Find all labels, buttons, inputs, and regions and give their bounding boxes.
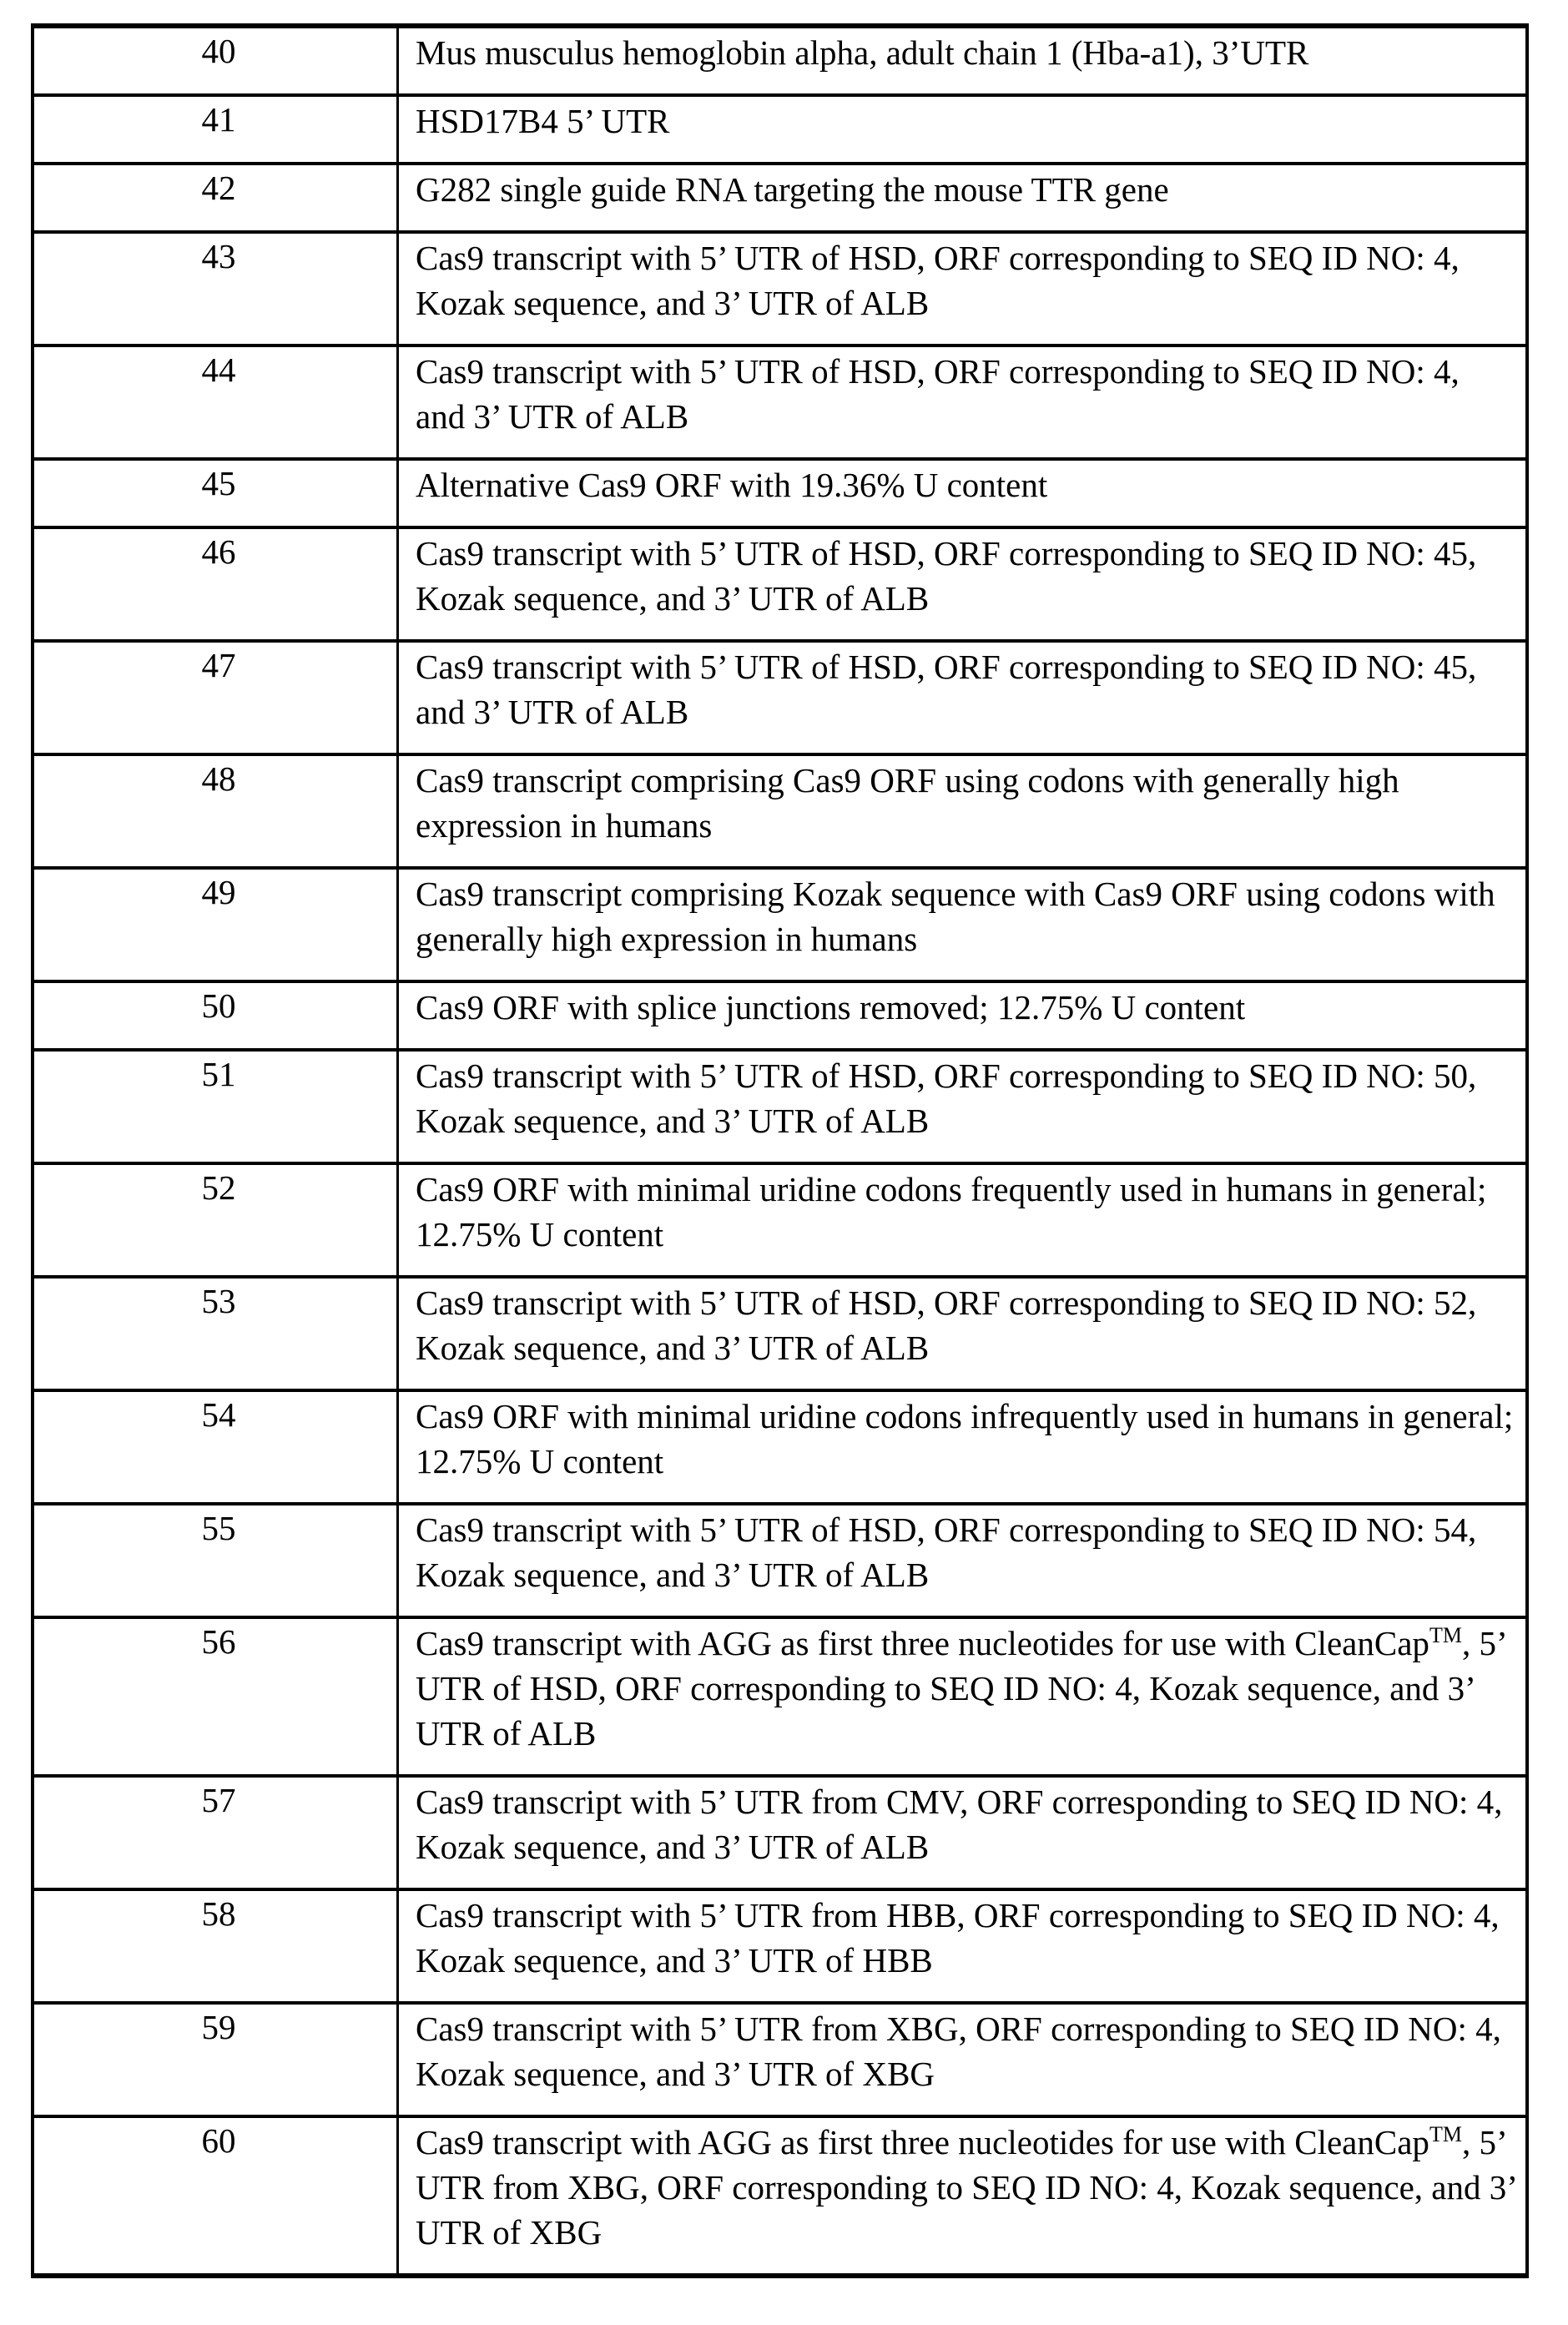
table-row bbox=[33, 26, 1527, 95]
description-text: Cas9 transcript with 5’ UTR of HSD, ORF corresponding to SEQ ID NO: 52, Kozak sequence, and 3’ UTR of ALB bbox=[416, 1284, 1477, 1367]
description-cell bbox=[398, 1050, 1528, 1163]
table-row bbox=[33, 345, 1527, 459]
seq-id-cell: 54 bbox=[33, 1390, 398, 1504]
table-row bbox=[33, 1163, 1527, 1277]
description-cell bbox=[398, 1277, 1528, 1390]
description-text: Cas9 transcript with 5’ UTR from HBB, ORF corresponding to SEQ ID NO: 4, Kozak sequence, and 3’ UTR of HBB bbox=[416, 1896, 1500, 1980]
table-row bbox=[33, 2003, 1527, 2116]
description-text-post: , 5’ UTR of HSD, ORF corresponding to SEQ ID NO: 4, Kozak sequence, and 3’ UTR of ALB bbox=[416, 1624, 1505, 1753]
seq-id-cell: 40 bbox=[33, 26, 398, 95]
table-row bbox=[33, 2116, 1527, 2276]
seq-id-cell: 60 bbox=[33, 2116, 398, 2276]
description-text: Cas9 transcript comprising Kozak sequence with Cas9 ORF using codons with generally high expression in humans bbox=[416, 875, 1495, 958]
description-cell bbox=[398, 459, 1528, 527]
description-text bbox=[416, 1619, 1515, 1756]
seq-id-cell: 55 bbox=[33, 1504, 398, 1617]
description-cell bbox=[398, 641, 1528, 754]
table-row bbox=[33, 1277, 1527, 1390]
description-text: Cas9 ORF with minimal uridine codons frequently used in humans in general; 12.75% U content bbox=[416, 1170, 1487, 1253]
description-text: Cas9 transcript with 5’ UTR of HSD, ORF corresponding to SEQ ID NO: 45, Kozak sequence, and 3’ UTR of ALB bbox=[416, 534, 1477, 618]
seq-id-cell: 57 bbox=[33, 1776, 398, 1889]
seq-id-cell: 51 bbox=[33, 1050, 398, 1163]
description-text: Mus musculus hemoglobin alpha, adult chain 1 (Hba-a1), 3’UTR bbox=[416, 33, 1309, 72]
description-cell bbox=[398, 2003, 1528, 2116]
description-text: Cas9 transcript with 5’ UTR of HSD, ORF corresponding to SEQ ID NO: 45, and 3’ UTR of ALB bbox=[416, 648, 1477, 731]
description-text-pre: Cas9 transcript with AGG as first three nucleotides for use with CleanCap bbox=[416, 1624, 1429, 1662]
seq-id-cell: 46 bbox=[33, 527, 398, 641]
table-row bbox=[33, 459, 1527, 527]
description-cell bbox=[398, 981, 1528, 1050]
table-row bbox=[33, 1776, 1527, 1889]
description-text: Cas9 ORF with splice junctions removed; 12.75% U content bbox=[416, 988, 1246, 1026]
table-row bbox=[33, 1390, 1527, 1504]
description-text: Cas9 transcript with 5’ UTR of HSD, ORF corresponding to SEQ ID NO: 4, and 3’ UTR of ALB bbox=[416, 352, 1460, 436]
table-row bbox=[33, 868, 1527, 981]
description-text-post: , 5’ UTR from XBG, ORF corresponding to SEQ ID NO: 4, Kozak sequence, and 3’ UTR of XBG bbox=[416, 2123, 1515, 2252]
seq-id-cell: 44 bbox=[33, 345, 398, 459]
table-row bbox=[33, 1504, 1527, 1617]
table-row bbox=[33, 1617, 1527, 1776]
table-row bbox=[33, 232, 1527, 345]
seq-id-cell: 45 bbox=[33, 459, 398, 527]
description-text-pre: Cas9 transcript with AGG as first three nucleotides for use with CleanCap bbox=[416, 2123, 1429, 2161]
description-cell bbox=[398, 527, 1528, 641]
description-text: Cas9 transcript with 5’ UTR of HSD, ORF corresponding to SEQ ID NO: 54, Kozak sequence, and 3’ UTR of ALB bbox=[416, 1510, 1477, 1594]
seq-id-cell: 56 bbox=[33, 1617, 398, 1776]
description-cell bbox=[398, 1504, 1528, 1617]
description-cell bbox=[398, 164, 1528, 232]
seq-id-cell: 42 bbox=[33, 164, 398, 232]
description-text: Cas9 transcript comprising Cas9 ORF using codons with generally high expression in humans bbox=[416, 761, 1399, 845]
description-cell bbox=[398, 868, 1528, 981]
description-cell bbox=[398, 1617, 1528, 1776]
description-cell bbox=[398, 345, 1528, 459]
seq-id-cell: 41 bbox=[33, 95, 398, 164]
table-row bbox=[33, 95, 1527, 164]
description-text: HSD17B4 5’ UTR bbox=[416, 102, 670, 140]
seq-id-cell: 58 bbox=[33, 1889, 398, 2003]
table-row bbox=[33, 527, 1527, 641]
table-row bbox=[33, 754, 1527, 868]
description-cell bbox=[398, 1776, 1528, 1889]
seq-id-cell: 47 bbox=[33, 641, 398, 754]
table-row bbox=[33, 641, 1527, 754]
seq-id-cell: 59 bbox=[33, 2003, 398, 2116]
description-text: Cas9 transcript with 5’ UTR from XBG, ORF corresponding to SEQ ID NO: 4, Kozak sequence, and 3’ UTR of XBG bbox=[416, 2010, 1501, 2093]
description-text: G282 single guide RNA targeting the mouse TTR gene bbox=[416, 170, 1169, 209]
seq-id-cell: 53 bbox=[33, 1277, 398, 1390]
table-row bbox=[33, 164, 1527, 232]
description-cell bbox=[398, 1163, 1528, 1277]
description-cell bbox=[398, 1390, 1528, 1504]
description-cell bbox=[398, 95, 1528, 164]
description-text: Cas9 transcript with 5’ UTR from CMV, ORF corresponding to SEQ ID NO: 4, Kozak sequence, and 3’ UTR of ALB bbox=[416, 1783, 1503, 1866]
document-page bbox=[31, 23, 1529, 2278]
description-text: Alternative Cas9 ORF with 19.36% U content bbox=[416, 466, 1048, 504]
description-cell bbox=[398, 1889, 1528, 2003]
seq-id-cell: 43 bbox=[33, 232, 398, 345]
description-text bbox=[416, 2118, 1515, 2255]
description-cell bbox=[398, 754, 1528, 868]
seq-id-cell: 48 bbox=[33, 754, 398, 868]
description-text: Cas9 ORF with minimal uridine codons infrequently used in humans in general; 12.75% U content bbox=[416, 1397, 1514, 1480]
description-text: Cas9 transcript with 5’ UTR of HSD, ORF corresponding to SEQ ID NO: 50, Kozak sequence, and 3’ UTR of ALB bbox=[416, 1057, 1477, 1140]
seq-id-cell: 49 bbox=[33, 868, 398, 981]
trademark-superscript: TM bbox=[1429, 2122, 1462, 2146]
sequence-table bbox=[31, 23, 1529, 2278]
table-row bbox=[33, 981, 1527, 1050]
seq-id-cell: 52 bbox=[33, 1163, 398, 1277]
seq-id-cell: 50 bbox=[33, 981, 398, 1050]
table-row bbox=[33, 1889, 1527, 2003]
description-cell bbox=[398, 2116, 1528, 2276]
trademark-superscript: TM bbox=[1429, 1623, 1462, 1647]
description-cell bbox=[398, 232, 1528, 345]
description-cell bbox=[398, 26, 1528, 95]
description-text: Cas9 transcript with 5’ UTR of HSD, ORF corresponding to SEQ ID NO: 4, Kozak sequence, and 3’ UTR of ALB bbox=[416, 239, 1460, 322]
table-row bbox=[33, 1050, 1527, 1163]
